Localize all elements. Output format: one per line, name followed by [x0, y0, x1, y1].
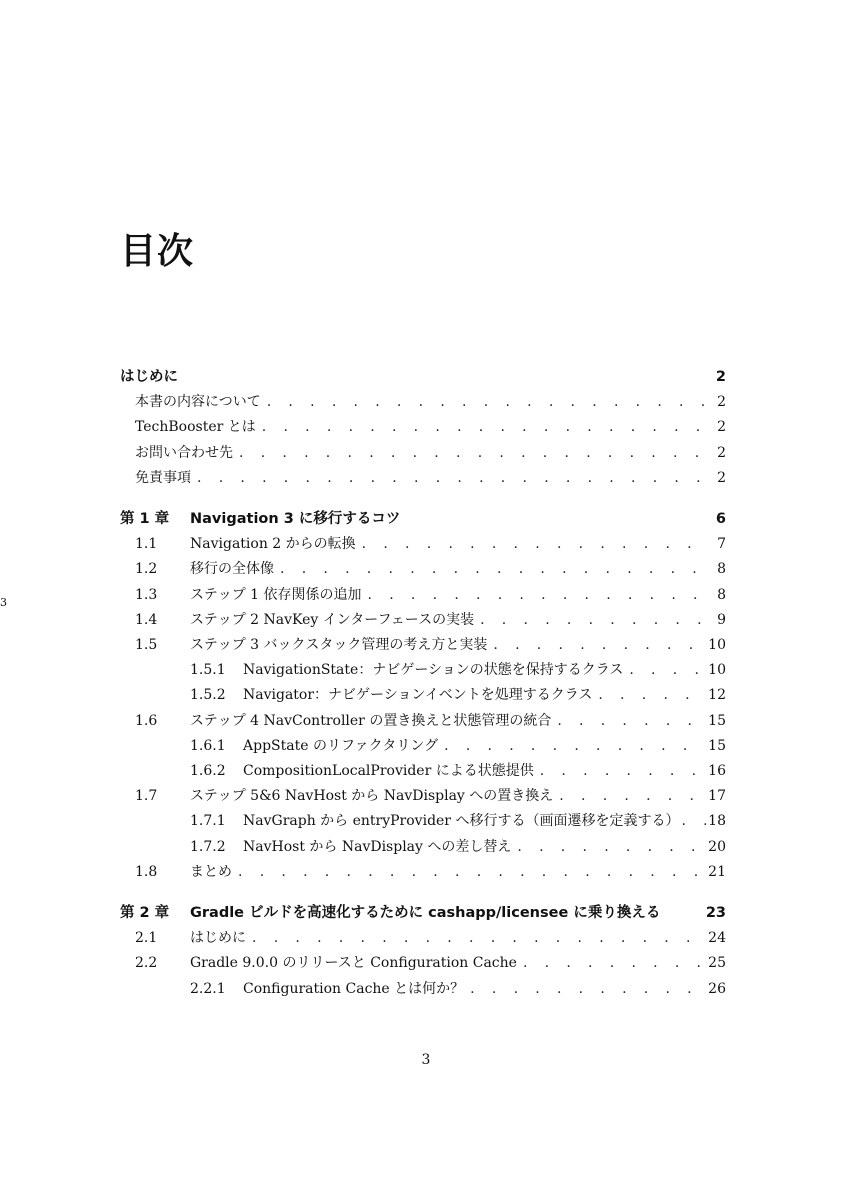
toc-chapter-1[interactable] [120, 507, 726, 532]
dot-leader [368, 583, 708, 608]
dot-leader [517, 835, 704, 860]
toc-entry[interactable] [120, 926, 726, 951]
toc-entry[interactable] [120, 860, 726, 885]
toc-chapter-number: 第 1 章 [120, 511, 170, 528]
toc-entry-title: ステップ 1 依存関係の追加 [190, 586, 362, 603]
dot-leader [559, 784, 704, 809]
toc-page-number: 10 [708, 637, 726, 654]
toc-page-number: 10 [708, 662, 726, 679]
dot-leader [444, 734, 704, 759]
dot-leader [470, 977, 704, 1002]
toc-page-number: 21 [708, 863, 726, 880]
toc-entry[interactable] [120, 557, 726, 582]
toc-subentry[interactable] [120, 683, 726, 708]
toc-entry[interactable] [120, 390, 726, 415]
toc-part-title: はじめに [120, 369, 178, 385]
toc-page-number: 8 [717, 561, 726, 578]
toc-section-number: 1.1 [135, 536, 158, 553]
dot-leader [629, 658, 704, 683]
toc-entry[interactable] [120, 532, 726, 557]
toc-section-number: 2.2 [135, 955, 158, 972]
toc-subsection-number: 1.5.1 [190, 662, 226, 679]
toc-entry[interactable] [120, 583, 726, 608]
toc-section-number: 1.6 [135, 712, 158, 729]
toc-entry[interactable] [120, 466, 726, 491]
dot-leader [598, 683, 704, 708]
toc-entry[interactable] [120, 608, 726, 633]
toc-entry-title: NavGraph から entryProvider へ移行する（画面遷移を定義する） [243, 813, 680, 830]
toc-entry[interactable] [120, 415, 726, 440]
toc-entry-title: Gradle 9.0.0 のリリースと Configuration Cache [190, 955, 517, 972]
toc-subsection-number: 1.7.2 [190, 838, 226, 855]
toc-section-number: 1.2 [135, 561, 158, 578]
toc-page-number: 6 [715, 511, 726, 528]
toc-part-intro[interactable] [120, 365, 726, 390]
toc-page-number: 12 [708, 687, 726, 704]
toc-entry-title: AppState のリファクタリング [243, 737, 439, 754]
toc-subsection-number: 1.6.2 [190, 763, 226, 780]
dot-leader [262, 415, 708, 440]
toc-page-number: 15 [708, 737, 726, 754]
toc-subentry[interactable] [120, 658, 726, 683]
dot-leader [362, 532, 708, 557]
toc-subentry[interactable] [120, 977, 726, 1002]
dot-leader [480, 608, 708, 633]
toc-section-number: 1.5 [135, 637, 158, 654]
toc-section-number: 2.1 [135, 930, 158, 947]
toc-page-number: 16 [708, 763, 726, 780]
toc-chapter-title: Navigation 3 に移行するコツ [190, 511, 401, 528]
toc-subsection-number: 1.6.1 [190, 737, 226, 754]
toc-section-number: 1.4 [135, 611, 158, 628]
toc-subsection-number: 1.5.2 [190, 687, 226, 704]
toc-entry-title: Navigation 2 からの転換 [190, 536, 356, 553]
toc-chapter-2[interactable] [120, 901, 726, 926]
toc-page-number: 26 [708, 980, 726, 997]
dot-leader [523, 951, 704, 976]
toc-subsection-number: 2.2.1 [190, 980, 226, 997]
toc-page-number: 15 [708, 712, 726, 729]
toc-page-number: 18 [708, 813, 726, 830]
table-of-contents [120, 365, 726, 1002]
toc-entry-title: 本書の内容について [135, 394, 261, 411]
toc-page-number: 17 [708, 788, 726, 805]
dot-leader [197, 466, 708, 491]
toc-page-number: 8 [717, 586, 726, 603]
toc-entry-title: TechBooster とは [135, 419, 256, 436]
toc-page-number: 9 [717, 611, 726, 628]
toc-page-number: 23 [705, 905, 726, 922]
toc-entry-title: ステップ 4 NavController の置き換えと状態管理の統合 [190, 712, 552, 729]
toc-page-number: 25 [708, 955, 726, 972]
dot-leader [238, 860, 704, 885]
dot-leader [239, 441, 708, 466]
toc-subentry[interactable] [120, 835, 726, 860]
toc-page-number: 2 [715, 369, 726, 385]
dot-leader [540, 759, 704, 784]
dot-leader [252, 926, 704, 951]
toc-entry-title: NavHost から NavDisplay への差し替え [243, 838, 512, 855]
toc-entry-title: Navigator：ナビゲーションイベントを処理するクラス [243, 687, 593, 704]
toc-chapter-title: Gradle ビルドを高速化するために cashapp/licensee に乗り換える [190, 905, 661, 922]
toc-entry-title: ステップ 2 NavKey インターフェースの実装 [190, 611, 475, 628]
toc-page-number: 20 [708, 838, 726, 855]
toc-section-number: 1.7 [135, 788, 158, 805]
toc-entry-title: 移行の全体像 [190, 561, 274, 578]
toc-entry-title: 免責事項 [135, 469, 191, 486]
toc-entry-title: CompositionLocalProvider による状態提供 [243, 763, 534, 780]
toc-page-number: 2 [717, 444, 726, 461]
toc-entry-title: はじめに [190, 930, 246, 947]
toc-page-number: 2 [717, 469, 726, 486]
toc-subsection-number: 1.7.1 [190, 813, 226, 830]
margin-page-mark: 3 [0, 596, 7, 609]
toc-entry-title: まとめ [190, 863, 232, 880]
toc-entry-title: Configuration Cache とは何か？ [243, 980, 465, 997]
toc-subentry[interactable] [120, 759, 726, 784]
toc-subentry[interactable] [120, 809, 726, 834]
toc-entry[interactable] [120, 951, 726, 976]
toc-subentry[interactable] [120, 734, 726, 759]
toc-page-number: 2 [717, 419, 726, 436]
toc-section-number: 1.3 [135, 586, 158, 603]
dot-leader [280, 557, 708, 582]
dot-leader [267, 390, 708, 415]
toc-chapter-number: 第 2 章 [120, 905, 170, 922]
toc-entry-title: ステップ 3 バックスタック管理の考え方と実装 [190, 637, 488, 654]
toc-entry[interactable] [120, 441, 726, 466]
toc-section-number: 1.8 [135, 863, 158, 880]
toc-page-number: 24 [708, 930, 726, 947]
toc-entry[interactable] [120, 709, 726, 734]
page-title: 目次 [120, 231, 195, 272]
dot-leader [557, 709, 704, 734]
toc-entry-title: ステップ 5&6 NavHost から NavDisplay への置き換え [190, 788, 554, 805]
toc-entry[interactable] [120, 633, 726, 658]
toc-page-number: 2 [717, 394, 726, 411]
toc-entry[interactable] [120, 784, 726, 809]
dot-leader [493, 633, 704, 658]
toc-entry-title: NavigationState：ナビゲーションの状態を保持するクラス [243, 662, 624, 679]
dot-leader [681, 809, 706, 834]
page-number: 3 [421, 1052, 431, 1068]
toc-entry-title: お問い合わせ先 [135, 444, 233, 461]
toc-page-number: 7 [717, 536, 726, 553]
